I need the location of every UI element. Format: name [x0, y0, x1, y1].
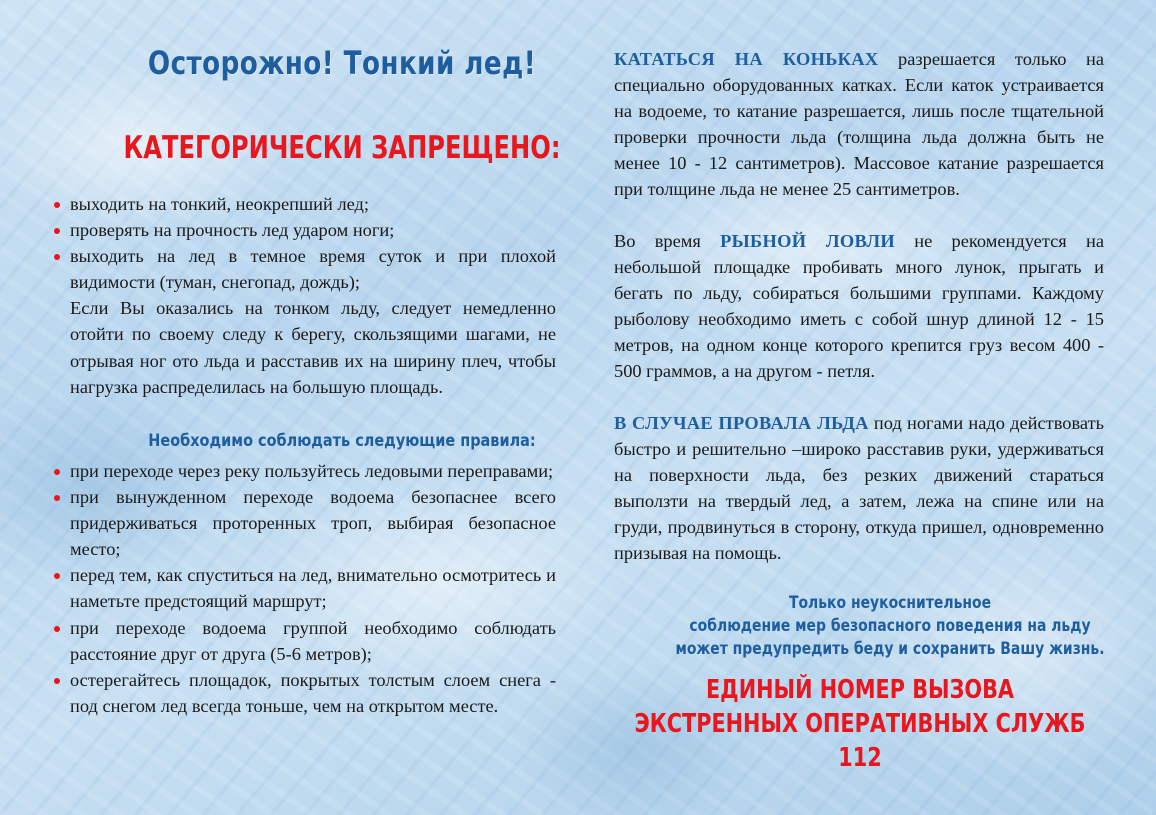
list-item: при вынужденном переходе водоема безопаснее всего придерживаться проторенных троп, выбирая безопасное место;: [52, 484, 556, 562]
fishing-keyword: РЫБНОЙ ЛОВЛИ: [720, 231, 895, 251]
safety-notice: [619, 592, 1156, 661]
fishing-paragraph: [614, 228, 1104, 385]
list-item: проверять на прочность лед ударом ноги;: [52, 217, 556, 243]
list-item: при переходе через реку пользуйтесь ледовыми переправами;: [52, 458, 556, 484]
notice-line: может предупредить беду и сохранить Вашу жизнь.: [675, 639, 1105, 659]
rules-heading: Необходимо соблюдать следующие правила:: [148, 431, 536, 451]
ice-fall-keyword: В СЛУЧАЕ ПРОВАЛА ЛЬДА: [614, 413, 869, 433]
fishing-text: не рекомендуется на небольшой площадке пробивать много лунок, прыгать и бегать по льду, собираться большими группами. Каждому рыболову необходимо иметь с собой шнур длиной 12 - 15 метров, на одном конце которого крепится груз весом 400 - 500 граммов, а на другом - петля.: [614, 231, 1104, 382]
emergency-phone-number: 112: [838, 743, 882, 773]
notice-line: соблюдение мер безопасного поведения на льду: [689, 616, 1091, 636]
emergency-number-block: [588, 673, 1132, 775]
skating-keyword: КАТАТЬСЯ НА КОНЬКАХ: [614, 49, 879, 69]
ice-fall-paragraph: [614, 410, 1104, 567]
emergency-line: ЕДИНЫЙ НОМЕР ВЫЗОВА: [705, 675, 1015, 705]
rules-list: [52, 458, 556, 719]
thin-ice-advice: Если Вы оказались на тонком льду, следует немедленно отойти по своему следу к берегу, скользящими шагами, не отрывая ног ото льда и расставив их на ширину плеч, чтобы нагрузка распределилась на большую площадь.: [70, 298, 556, 397]
list-item: остерегайтесь площадок, покрытых толстым слоем снега - под снегом лед всегда тоньше, чем на открытом месте.: [52, 667, 556, 719]
forbidden-list: [52, 191, 556, 295]
list-item: перед тем, как спуститься на лед, внимательно осмотритесь и наметьте предстоящий маршрут;: [52, 562, 556, 614]
rules-block: [52, 458, 556, 719]
forbidden-block: [52, 191, 556, 400]
notice-line: Только неукоснительное: [788, 593, 992, 613]
skating-text: разрешается только на специально оборудованных катках. Если каток устраивается на водоеме, то катание разрешается, лишь после тщательной проверки прочности льда (толщина льда должна быть не менее 10 - 12 сантиметров). Массовое катание разрешается при толщине льда не менее 25 сантиметров.: [614, 49, 1104, 200]
emergency-line: ЭКСТРЕННЫХ ОПЕРАТИВНЫХ СЛУЖБ: [634, 709, 1086, 739]
ice-fall-text: под ногами надо действовать быстро и решительно –широко расставив руки, удерживаться на поверхности льда, без резких движений стараться выползти на твердый лед, а затем, лежа на спине или на груди, продвинуться в сторону, откуда пришел, одновременно призывая на помощь.: [614, 413, 1104, 564]
page-title: Осторожно! Тонкий лед!: [147, 44, 537, 82]
skating-paragraph: [614, 46, 1104, 203]
fishing-prefix: Во время: [614, 231, 721, 251]
list-item: при переходе водоема группой необходимо соблюдать расстояние друг от друга (5-6 метров);: [52, 615, 556, 667]
list-item: выходить на тонкий, неокрепший лед;: [52, 191, 556, 217]
forbidden-heading: КАТЕГОРИЧЕСКИ ЗАПРЕЩЕНО:: [123, 130, 561, 166]
list-item: выходить на лед в темное время суток и при плохой видимости (туман, снегопад, дождь);: [52, 243, 556, 295]
